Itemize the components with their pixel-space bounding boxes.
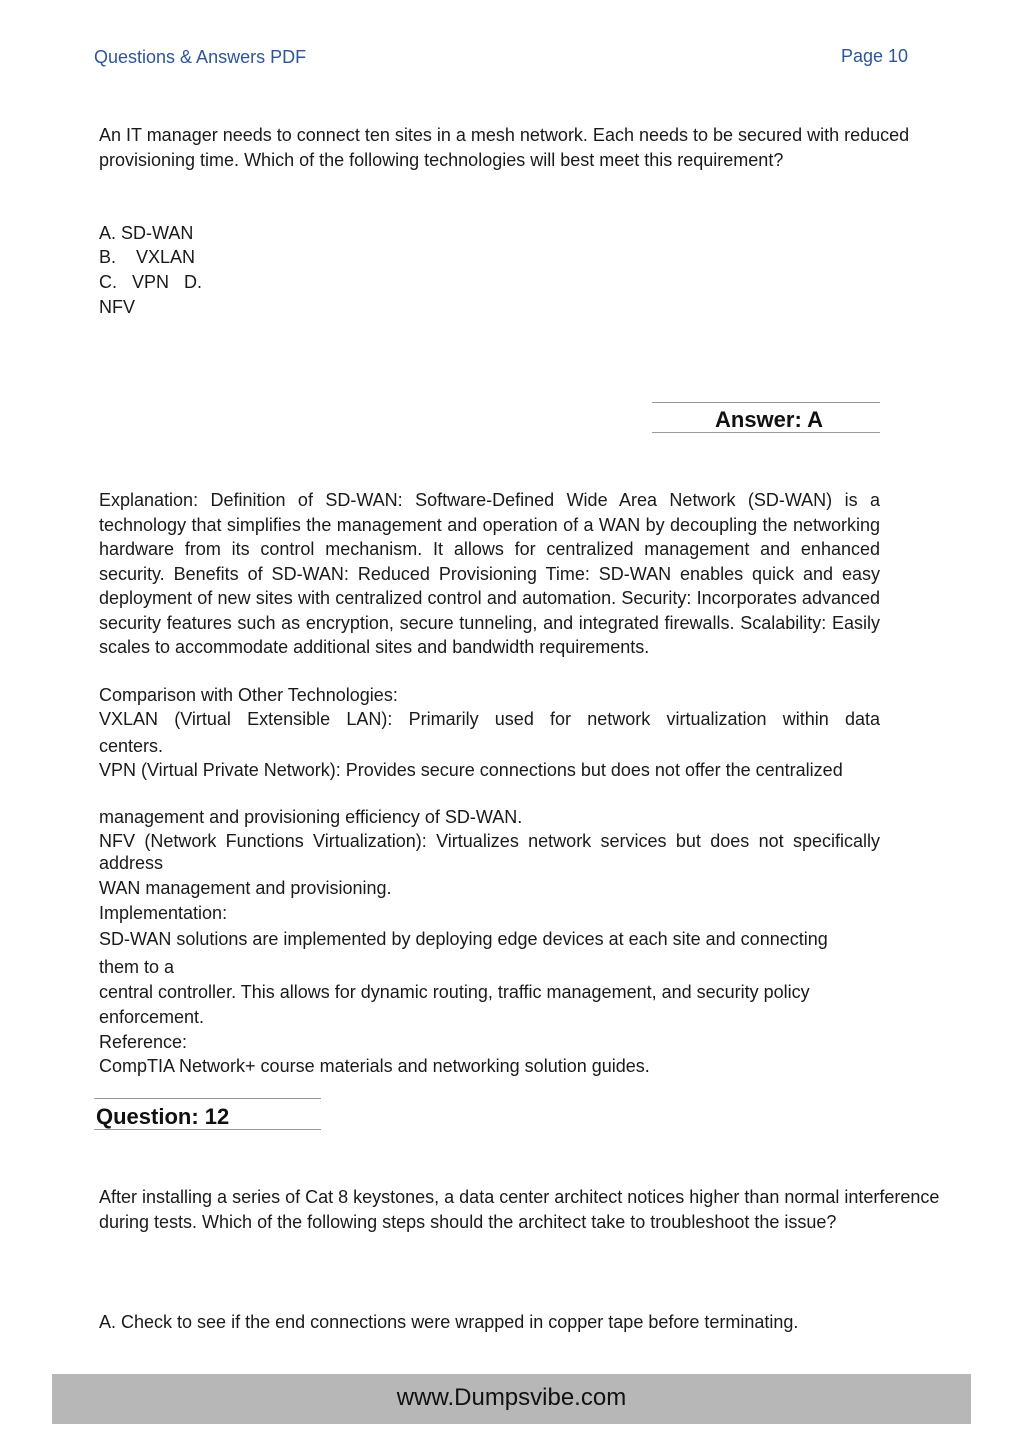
page-number: Page 10 <box>841 46 909 66</box>
answer-label: Answer: A <box>715 407 823 432</box>
vxlan-line-cont: centers. <box>99 736 164 756</box>
question-bottom-rule <box>94 1129 321 1130</box>
nfv-line-cont: WAN management and provisioning. <box>99 878 392 898</box>
option-c: C. VPN D. <box>99 272 203 292</box>
question-12-option-a: A. Check to see if the end connections were wrapped in copper tape before terminating. <box>99 1312 799 1332</box>
implementation-line-2: them to a <box>99 957 175 977</box>
answer-top-rule <box>652 402 880 403</box>
implementation-line-4: enforcement. <box>99 1007 205 1027</box>
question-top-rule <box>94 1098 321 1099</box>
comparison-heading: Comparison with Other Technologies: <box>99 685 398 705</box>
option-b: B. VXLAN <box>99 247 196 267</box>
vxlan-line: VXLAN (Virtual Extensible LAN): Primarily used for network virtualization within data <box>99 709 880 729</box>
footer-url: www.Dumpsvibe.com <box>396 1384 627 1411</box>
footer-bar <box>52 1374 971 1424</box>
implementation-line-1: SD-WAN solutions are implemented by deploying edge devices at each site and connecting <box>99 929 828 949</box>
vpn-line: VPN (Virtual Private Network): Provides secure connections but does not offer the centralized <box>99 760 843 780</box>
implementation-heading: Implementation: <box>99 903 228 923</box>
question-number: Question: 12 <box>96 1104 230 1129</box>
option-a: A. SD-WAN <box>99 223 194 243</box>
answer-bottom-rule <box>652 432 880 433</box>
reference-text: CompTIA Network+ course materials and networking solution guides. <box>99 1056 650 1076</box>
vpn-line-cont: management and provisioning efficiency of SD-WAN. <box>99 807 523 827</box>
question-12-text: After installing a series of Cat 8 keystones, a data center architect notices higher than normal interference during tests. Which of the following steps should the architect take to troubleshoot the issue? <box>99 1187 940 1232</box>
document-title: Questions & Answers PDF <box>94 47 307 67</box>
nfv-line: NFV (Network Functions Virtualization): Virtualizes network services but does not specifically address <box>99 831 880 873</box>
reference-heading: Reference: <box>99 1032 188 1052</box>
question-text: An IT manager needs to connect ten sites in a mesh network. Each needs to be secured with reduced provisioning time. Which of the following technologies will best meet this requirement? <box>99 125 910 170</box>
explanation-paragraph: Explanation: Definition of SD-WAN: Software-Defined Wide Area Network (SD-WAN) is a technology that simplifies the management and operation of a WAN by decoupling the networking hardware from its control mechanism. It allows for centralized management and enhanced security. Benefits of SD-WAN: Reduced Provisioning Time: SD-WAN enables quick and easy deployment of new sites with centralized control and automation. Security: Incorporates advanced security features such as encryption, secure tunneling, and integrated firewalls. Scalability: Easily scales to accommodate additional sites and bandwidth requirements. <box>99 490 880 657</box>
implementation-line-3: central controller. This allows for dynamic routing, traffic management, and security policy <box>99 982 810 1002</box>
option-d: NFV <box>99 297 135 317</box>
